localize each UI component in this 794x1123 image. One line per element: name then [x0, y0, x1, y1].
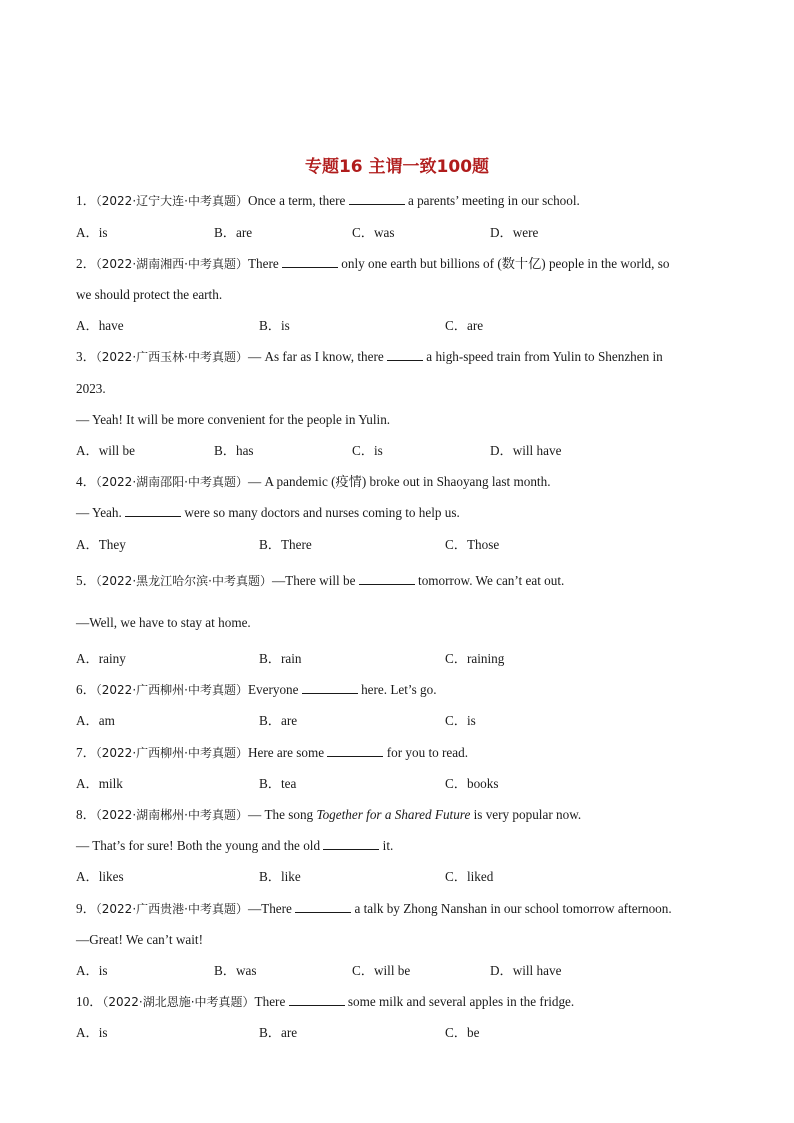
question-text: — A pandemic (疫情) broke out in Shaoyang last month.: [247, 474, 551, 489]
answer-blank: [387, 348, 423, 361]
question-2: [76, 255, 726, 273]
question-6: [76, 681, 726, 699]
choice-b: B．are: [259, 1025, 298, 1040]
choice-c: C．is: [352, 443, 383, 458]
answer-blank: [125, 504, 181, 517]
question-text: a talk by Zhong Nanshan in our school tomorrow afternoon.: [351, 901, 672, 916]
choice-a: A．am: [76, 713, 115, 728]
question-number: 7．: [76, 745, 96, 760]
question-source: （2022·广西贵港·中考真题）: [95, 902, 248, 916]
question-source: （2022·湖南湘西·中考真题）: [95, 257, 248, 271]
choice-b: B．was: [214, 963, 257, 978]
reply-text: it.: [379, 838, 394, 853]
answer-blank: [282, 255, 338, 268]
question-number: 5．: [76, 573, 96, 588]
question-text: a high-speed train from Yulin to Shenzhen in: [423, 349, 663, 364]
question-3-reply: — Yeah! It will be more convenient for the people in Yulin.: [76, 412, 391, 427]
question-10: [76, 993, 726, 1011]
question-2-continued: we should protect the earth.: [76, 287, 223, 302]
question-7: [76, 744, 726, 762]
question-text: for you to read.: [383, 745, 468, 760]
choice-a: A．is: [76, 225, 108, 240]
question-source: （2022·广西玉林·中考真题）: [95, 350, 248, 364]
question-8: [76, 806, 726, 824]
question-text: Once a term, there: [247, 193, 349, 208]
choice-c: C．liked: [445, 869, 494, 884]
question-source: （2022·湖南郴州·中考真题）: [95, 808, 248, 822]
question-3: [76, 348, 726, 366]
reply-text: were so many doctors and nurses coming to help us.: [181, 505, 460, 520]
question-text: is very popular now.: [470, 807, 582, 822]
question-text: There: [247, 256, 282, 271]
question-text: Here are some: [247, 745, 328, 760]
question-8-reply: [76, 837, 726, 855]
question-4-reply: [76, 504, 726, 522]
question-3-continued: 2023.: [76, 381, 106, 396]
question-number: 9．: [76, 901, 96, 916]
choice-a: A．They: [76, 537, 126, 552]
answer-blank: [289, 993, 345, 1006]
choice-c: C．are: [445, 318, 484, 333]
question-text: some milk and several apples in the fridge.: [344, 994, 575, 1009]
question-text: only one earth but billions of (数十亿) people in the world, so: [338, 256, 670, 271]
page-title: 专题16 主谓一致100题: [304, 157, 490, 177]
question-text: — The song: [247, 807, 317, 822]
question-source: （2022·广西柳州·中考真题）: [95, 683, 248, 697]
choice-b: B．is: [259, 318, 290, 333]
question-text: — As far as I know, there: [247, 349, 387, 364]
choice-c: C．be: [445, 1025, 480, 1040]
question-number: 6．: [76, 682, 96, 697]
question-text: Everyone: [247, 682, 302, 697]
choice-c: C．raining: [445, 651, 505, 666]
choice-b: B．are: [214, 225, 253, 240]
choice-b: B．are: [259, 713, 298, 728]
question-number: 4．: [76, 474, 96, 489]
answer-blank: [295, 900, 351, 913]
answer-blank: [302, 681, 358, 694]
choice-a: A．likes: [76, 869, 124, 884]
choice-b: B．has: [214, 443, 254, 458]
choice-b: B．rain: [259, 651, 302, 666]
question-number: 2．: [76, 256, 96, 271]
choice-a: A．is: [76, 963, 108, 978]
question-text: a parents’ meeting in our school.: [404, 193, 580, 208]
choice-a: A．have: [76, 318, 124, 333]
choice-b: B．tea: [259, 776, 297, 791]
choice-c: C．books: [445, 776, 499, 791]
song-title: Together for a Shared Future: [316, 807, 471, 822]
question-number: 10．: [76, 994, 103, 1009]
question-source: （2022·黑龙江哈尔滨·中考真题）: [95, 574, 272, 588]
answer-blank: [327, 744, 383, 757]
reply-text: — Yeah.: [76, 505, 126, 520]
choice-c: C．was: [352, 225, 395, 240]
answer-blank: [349, 192, 405, 205]
question-source: （2022·广西柳州·中考真题）: [95, 746, 248, 760]
choice-c: C．is: [445, 713, 476, 728]
reply-text: — That’s for sure! Both the young and the old: [76, 838, 324, 853]
choice-d: D．were: [490, 225, 539, 240]
question-5: [76, 572, 726, 590]
choice-b: B．like: [259, 869, 301, 884]
question-source: （2022·湖北恩施·中考真题）: [102, 995, 255, 1009]
choice-d: D．will have: [490, 443, 562, 458]
choice-c: C．Those: [445, 537, 500, 552]
question-9-reply: —Great! We can’t wait!: [76, 932, 203, 947]
choice-c: C．will be: [352, 963, 411, 978]
question-source: （2022·辽宁大连·中考真题）: [95, 194, 248, 208]
question-number: 3．: [76, 349, 96, 364]
question-5-reply: —Well, we have to stay at home.: [76, 615, 251, 630]
choice-d: D．will have: [490, 963, 562, 978]
question-9: [76, 900, 726, 918]
choice-b: B．There: [259, 537, 312, 552]
question-1: [76, 192, 726, 210]
question-source: （2022·湖南邵阳·中考真题）: [95, 475, 248, 489]
answer-blank: [359, 572, 415, 585]
answer-blank: [323, 837, 379, 850]
question-text: —There: [247, 901, 296, 916]
question-text: tomorrow. We can’t eat out.: [414, 573, 565, 588]
question-text: here. Let’s go.: [357, 682, 437, 697]
choice-a: A．is: [76, 1025, 108, 1040]
choice-a: A．will be: [76, 443, 135, 458]
choice-a: A．milk: [76, 776, 123, 791]
choice-a: A．rainy: [76, 651, 126, 666]
question-text: There: [254, 994, 289, 1009]
question-text: —There will be: [271, 573, 359, 588]
question-4: [76, 473, 726, 491]
question-number: 1．: [76, 193, 96, 208]
question-number: 8．: [76, 807, 96, 822]
